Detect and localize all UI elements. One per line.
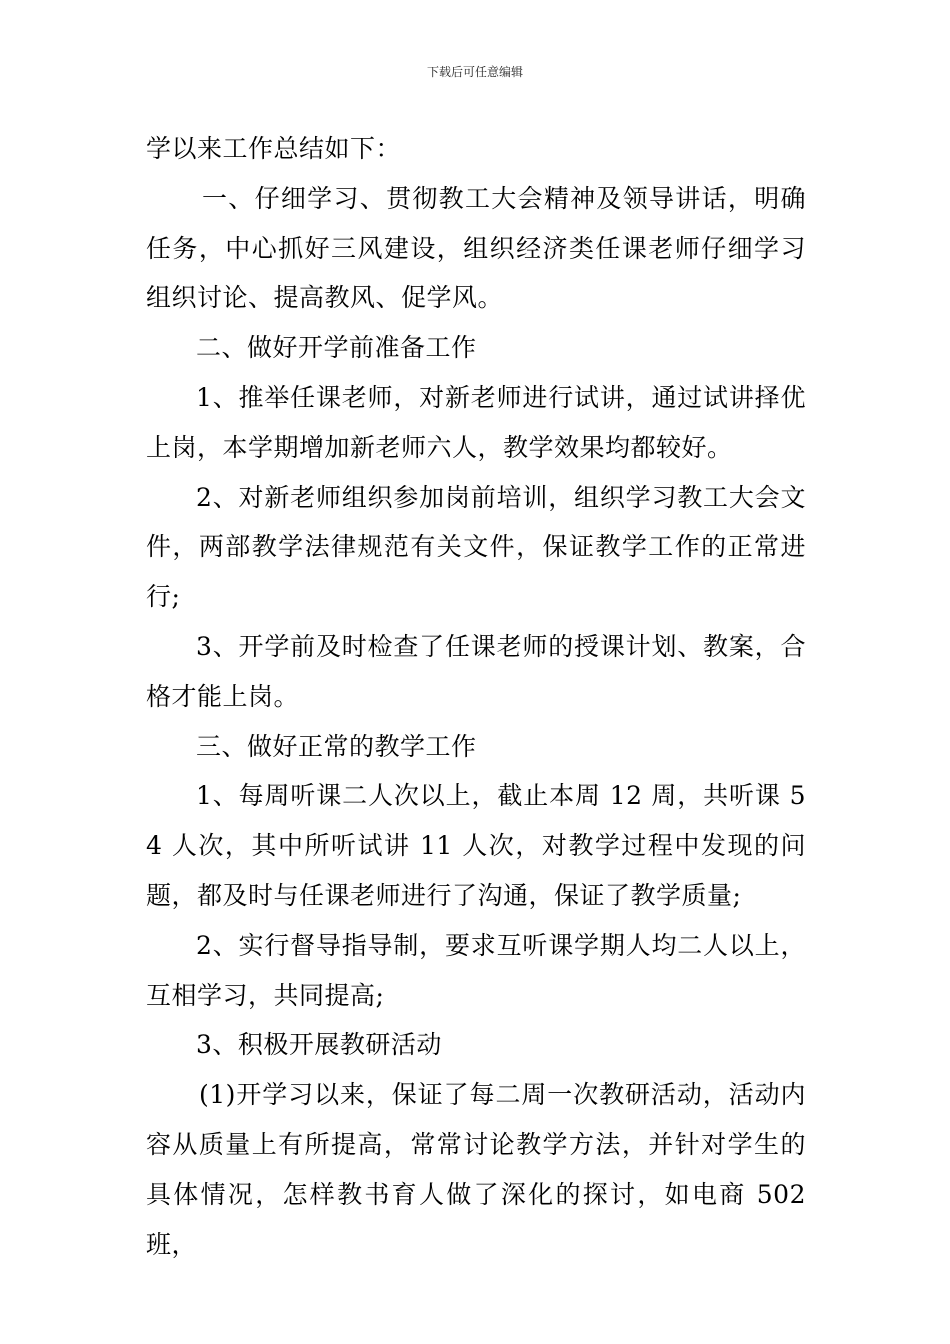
paragraph-item-3-3: 3、积极开展教研活动 [196,1030,442,1060]
paragraph-item-2-3: 3、开学前及时检查了任课老师的授课计划、教案，合格才能上岗。 [146,631,806,711]
paragraph-intro: 学以来工作总结如下： [146,134,402,163]
paragraph-item-3-1: 1、每周听课二人次以上，截止本周 12 周，共听课 54 人次，其中所听试讲 11 人次，对教学过程中发现的问题，都及时与任课老师进行了沟通，保证了教学质量; [146,781,806,910]
paragraph-item-3-3-1: (1)开学习以来，保证了每二周一次教研活动，活动内容从质量上有所提高，常常讨论教学方法，并针对学生的具体情况，怎样教书育人做了深化的探讨，如电商 502 班， [146,1080,806,1259]
paragraph-section-1: 一、仔细学习、贯彻教工大会精神及领导讲话，明确任务，中心抓好三风建设，组织经济类任课老师仔细学习组织讨论、提高教风、促学风。 [146,183,806,313]
paragraph-item-2-2: 2、对新老师组织参加岗前培训，组织学习教工大会文件，两部教学法律规范有关文件，保证教学工作的正常进行; [146,482,806,612]
paragraph-item-3-2: 2、实行督导指导制，要求互听课学期人均二人以上，互相学习，共同提高; [146,930,806,1010]
paragraph-item-2-1: 1、推举任课老师，对新老师进行试讲，通过试讲择优上岗，本学期增加新老师六人，教学效果均都较好。 [146,382,806,462]
paragraph-section-2-heading: 二、做好开学前准备工作 [196,333,477,363]
document-body [146,124,806,1269]
paragraph-section-3-heading: 三、做好正常的教学工作 [196,731,477,761]
page-header: 下载后可任意编辑 [426,65,523,79]
